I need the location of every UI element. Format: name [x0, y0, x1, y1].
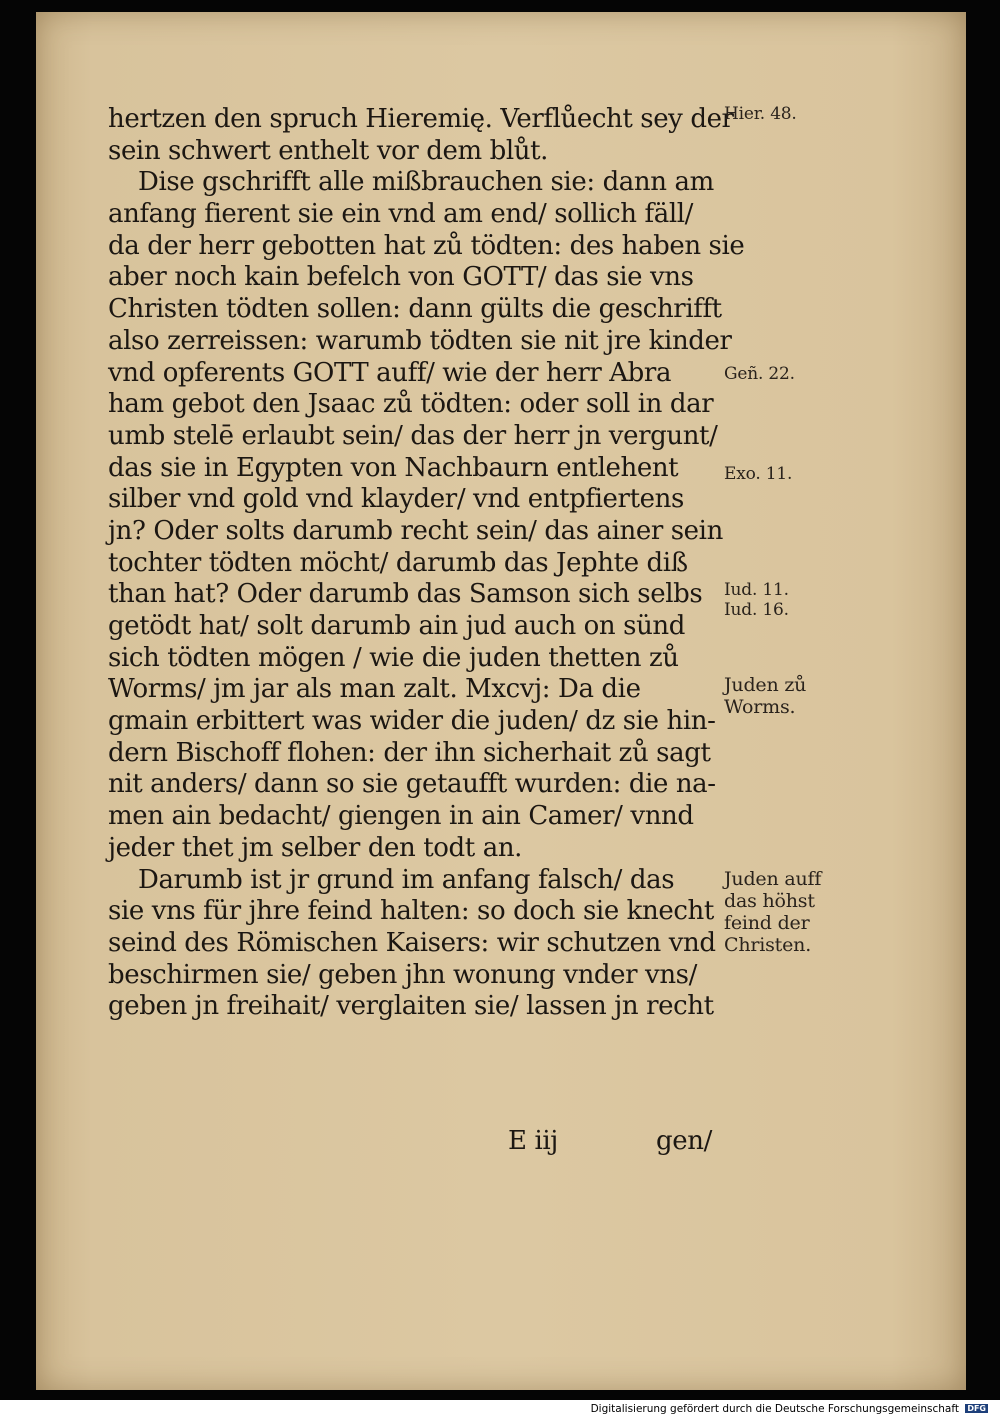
text-line: Worms/ jm jar als man zalt. Mxcvj: Da die: [108, 674, 641, 705]
text-line: beschirmen sie/ geben jhn wonung vnder vns/: [108, 959, 697, 990]
text-line: gmain erbittert was wider die juden/ dz sie hin-: [108, 706, 716, 737]
text-line: sie vns für jhre feind halten: so doch sie knecht: [108, 896, 714, 927]
marginal-note-exo: Exo. 11.: [724, 464, 793, 484]
text-line: da der herr gebotten hat zů tödten: des haben sie: [108, 230, 745, 261]
text-line: umb stelē erlaubt sein/ das der herr jn vergunt/: [108, 420, 718, 451]
text-line: than hat? Oder darumb das Samson sich selbs: [108, 579, 703, 610]
text-line: Darumb ist jr grund im anfang falsch/ das: [138, 864, 675, 895]
footer-credit: [591, 1403, 988, 1415]
text-line: nit anders/ dann so sie getaufft wurden: die na-: [108, 769, 716, 800]
text-line: ham gebot den Jsaac zů tödten: oder soll in dar: [108, 389, 714, 420]
text-line: das sie in Egypten von Nachbaurn entlehent: [108, 452, 679, 483]
text-line: men ain bedacht/ giengen in ain Camer/ vnnd: [108, 801, 694, 832]
text-line: Christen tödten sollen: dann gülts die geschrifft: [108, 294, 722, 325]
text-line: getödt hat/ solt darumb ain jud auch on sünd: [108, 611, 686, 641]
main-text-block: [108, 104, 745, 1156]
marginal-note-juden-feind: Juden auff das höhst feind der Christen.: [724, 868, 822, 956]
text-line: tochter tödten möcht/ darumb das Jephte diß: [108, 547, 688, 578]
dfg-logo: DFG: [967, 1404, 986, 1413]
text-line: jeder thet jm selber den todt an.: [108, 832, 523, 863]
text-line: anfang fierent sie ein vnd am end/ sollich fäll/: [108, 199, 694, 230]
text-line: Dise gschrifft alle mißbrauchen sie: dann am: [138, 167, 714, 198]
signature-mark: E iij: [508, 1126, 558, 1156]
text-line: sein schwert enthelt vor dem blůt.: [108, 135, 549, 166]
text-line: vnd opferents GOTT auff/ wie der herr Abra: [108, 357, 672, 388]
marginal-note-hier: Hier. 48.: [724, 104, 797, 124]
marginal-note-jud: Iud. 11. Iud. 16.: [724, 580, 789, 620]
page-foot: [108, 1126, 718, 1158]
text-line: silber vnd gold vnd klayder/ vnd entpfiertens: [108, 484, 684, 515]
text-line: dern Bischoff flohen: der ihn sicherhait zů sagt: [108, 737, 711, 768]
text-line: jn? Oder solts darumb recht sein/ das ainer sein: [108, 515, 723, 546]
marginal-note-gen: Geñ. 22.: [724, 364, 795, 384]
text-line: also zerreissen: warumb tödten sie nit jre kinder: [108, 325, 732, 356]
marginal-note-juden-worms: Juden zů Worms.: [724, 674, 807, 718]
text-line: hertzen den spruch Hieremię. Verflůecht sey der: [108, 104, 734, 134]
text-line: aber noch kain befelch von GOTT/ das sie vns: [108, 262, 694, 293]
catchword: gen/: [656, 1126, 712, 1156]
credit-text: Digitalisierung gefördert durch die Deutsche Forschungsgemeinschaft: [590, 1403, 959, 1415]
text-line: seind des Römischen Kaisers: wir schutzen vnd: [108, 927, 716, 958]
text-line: geben jn freihait/ verglaiten sie/ lassen jn recht: [108, 991, 714, 1022]
footer-bar: [0, 1400, 1000, 1420]
text-line: sich tödten mögen / wie die juden thetten zů: [108, 642, 679, 673]
book-page: [36, 12, 966, 1390]
